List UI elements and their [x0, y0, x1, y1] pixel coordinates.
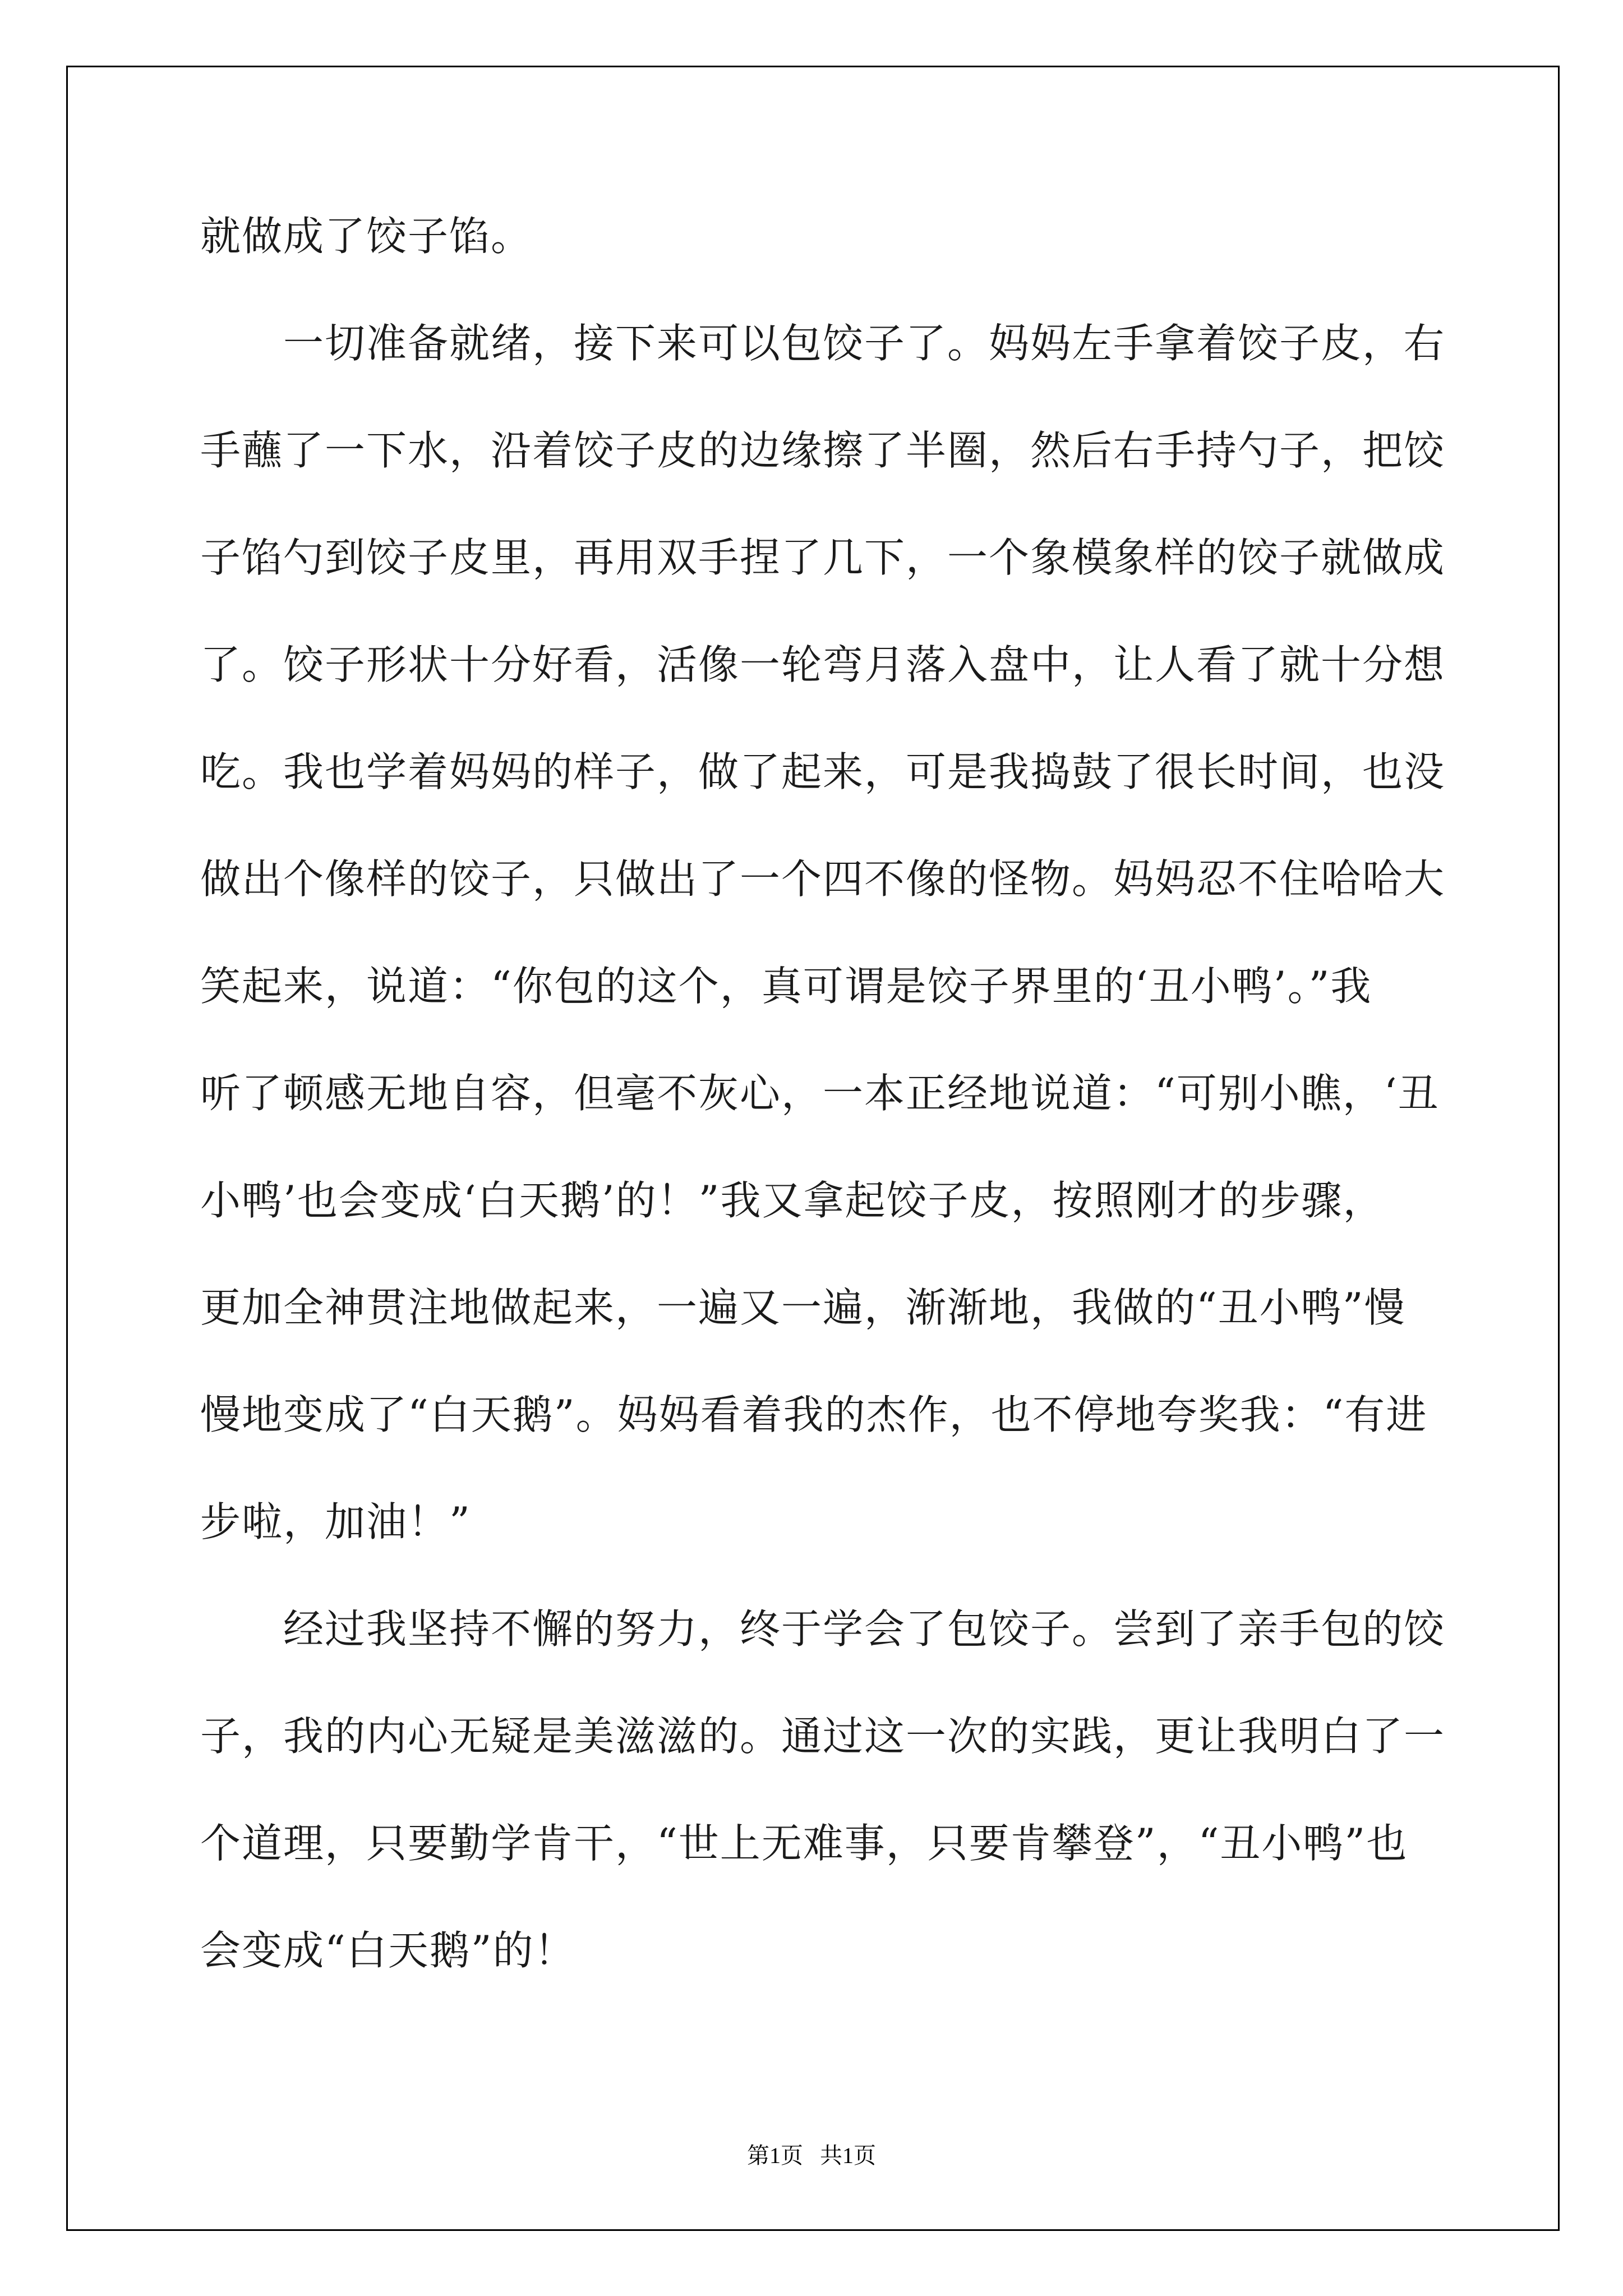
- text-line: 手蘸了一下水，沿着饺子皮的边缘擦了半圈，然后右手持勺子，把饺: [200, 427, 1446, 474]
- page-number: 第1页 共1页: [747, 2143, 876, 2168]
- text-line: 步啦，加油！”: [200, 1498, 471, 1545]
- text-line: 会变成“白天鹅”的！: [200, 1927, 576, 1974]
- text-line: 吃。我也学着妈妈的样子，做了起来，可是我捣鼓了很长时间，也没: [200, 748, 1446, 795]
- text-line: 更加全神贯注地做起来，一遍又一遍，渐渐地，我做的“丑小鸭”慢: [200, 1284, 1406, 1331]
- text-line: 子，我的内心无疑是美滋滋的。通过这一次的实践，更让我明白了一: [200, 1713, 1446, 1760]
- text-line: 笑起来，说道：“你包的这个，真可谓是饺子界里的‘丑小鸭’。”我: [200, 963, 1372, 1010]
- text-line: 一切准备就绪，接下来可以包饺子了。妈妈左手拿着饺子皮，右: [283, 320, 1446, 367]
- text-line: 小鸭’也会变成‘白天鹅’的！”我又拿起饺子皮，按照刚才的步骤，: [200, 1177, 1385, 1224]
- text-line: 了。饺子形状十分好看，活像一轮弯月落入盘中，让人看了就十分想: [200, 641, 1446, 688]
- text-line: 就做成了饺子馅。: [200, 213, 533, 260]
- text-line: 听了顿感无地自容，但毫不灰心，一本正经地说道：“可别小瞧，‘丑: [200, 1070, 1440, 1117]
- text-line: 慢地变成了“白天鹅”。妈妈看着我的杰作，也不停地夸奖我：“有进: [200, 1391, 1428, 1438]
- text-line: 子馅勺到饺子皮里，再用双手捏了几下，一个象模象样的饺子就做成: [200, 534, 1446, 581]
- text-line: 做出个像样的饺子，只做出了一个四不像的怪物。妈妈忍不住哈哈大: [200, 855, 1446, 903]
- document-body: [200, 213, 1446, 2037]
- text-line: 经过我坚持不懈的努力，终于学会了包饺子。尝到了亲手包的饺: [283, 1605, 1446, 1653]
- text-line: 个道理，只要勤学肯干，“世上无难事，只要肯攀登”，“丑小鸭”也: [200, 1820, 1408, 1867]
